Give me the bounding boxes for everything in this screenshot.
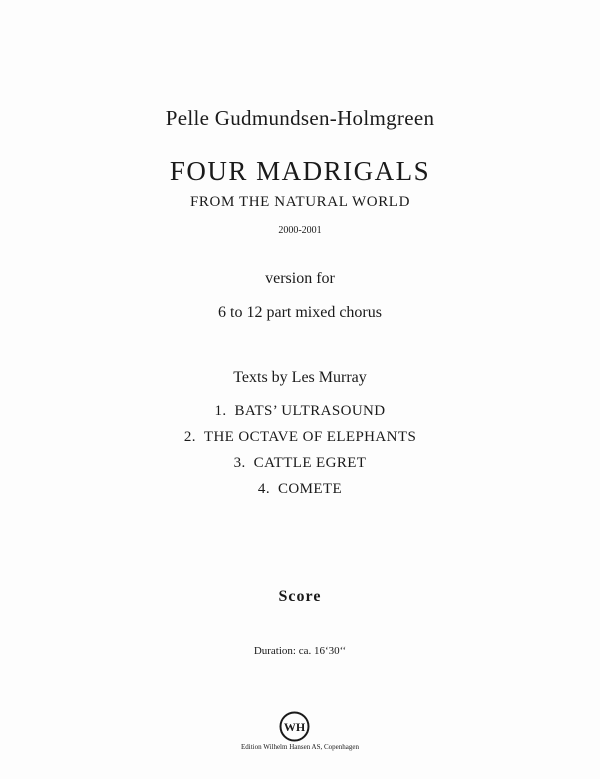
movement-number: 3. bbox=[233, 455, 246, 471]
movement-number: 2. bbox=[183, 429, 196, 445]
texts-credit: Texts by Les Murray bbox=[233, 369, 367, 386]
publisher-logo-icon bbox=[279, 711, 310, 742]
movement-title: CATTLE EGRET bbox=[253, 455, 367, 471]
work-subtitle: FROM THE NATURAL WORLD bbox=[189, 194, 410, 210]
movement-item bbox=[0, 427, 600, 453]
composition-years: 2000-2001 bbox=[278, 225, 322, 236]
movement-item bbox=[0, 401, 600, 427]
publisher-imprint: Edition Wilhelm Hansen AS, Copenhagen bbox=[241, 743, 359, 751]
performing-forces: 6 to 12 part mixed chorus bbox=[218, 304, 382, 321]
duration-note: Duration: ca. 16‘30‘‘ bbox=[253, 645, 347, 657]
version-line: version for bbox=[265, 270, 335, 287]
movement-title: THE OCTAVE OF ELEPHANTS bbox=[203, 429, 417, 445]
movement-title: BATS’ ULTRASOUND bbox=[234, 403, 386, 419]
work-title: FOUR MADRIGALS bbox=[169, 156, 431, 186]
movement-item bbox=[0, 479, 600, 505]
publisher-logo-text: WH bbox=[283, 720, 306, 734]
movement-title: COMETE bbox=[277, 481, 343, 497]
score-label: Score bbox=[278, 588, 322, 605]
composer-name: Pelle Gudmundsen-Holmgreen bbox=[165, 106, 435, 130]
movement-number: 4. bbox=[257, 481, 270, 497]
movement-list bbox=[0, 401, 600, 505]
movement-number: 1. bbox=[214, 403, 227, 419]
movement-item bbox=[0, 453, 600, 479]
